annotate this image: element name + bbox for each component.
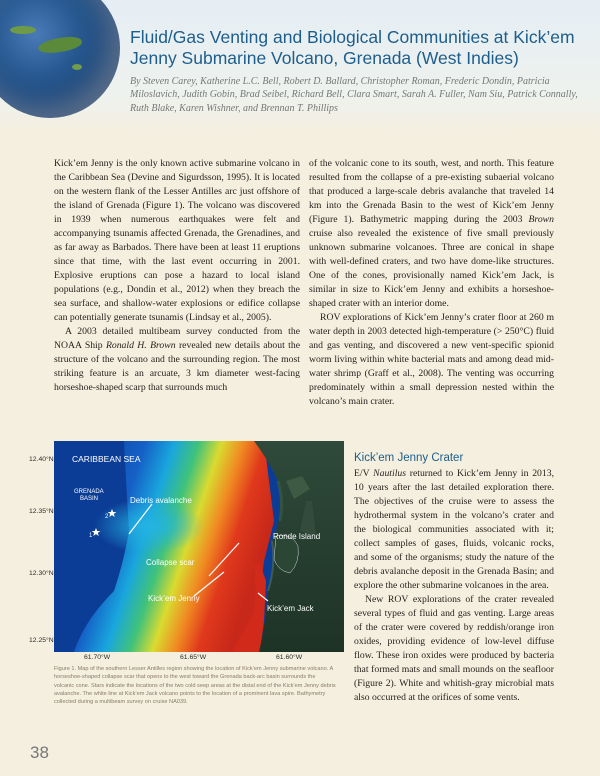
kej-label: Kick’em Jenny	[148, 594, 200, 603]
text-column-2	[309, 157, 554, 409]
section-heading: Kick’em Jenny Crater	[354, 452, 464, 464]
basin-label-line1: GRENADA	[74, 489, 104, 495]
author-list: By Steven Carey, Katherine L.C. Bell, Robert D. Ballard, Christopher Roman, Frederic Dondin, Patricia Miloslavich, Judith Gobin, Brad Seibel, Richard Bell, Clara Smart, Sarah A. Fuller, Nam Siu, Patrick Connally, Ruth Blake, Karen Wishner, and Brennan T. Phillips	[130, 76, 578, 114]
bathymetry-map-graphic	[54, 441, 344, 652]
basin-label-line2: BASIN	[80, 496, 99, 502]
paragraph: ROV explorations of Kick’em Jenny’s crater floor at 260 m water depth in 2003 detected high-temperature (> 250°C) fluid and gas venting, and discovered a new vent-specific spionid worm living within white bacterial mats and among dead mid-water shrimp (Graff et al., 2008). The venting was occurring predominately within a small depression nested within the volcano’s main crater.	[309, 312, 554, 407]
kejack-label: Kick’em Jack	[267, 604, 314, 613]
text-column-3	[354, 451, 554, 705]
lat-tick: 12.40°N	[29, 456, 54, 463]
page-number: 38	[30, 743, 49, 762]
debris-label: Debris avalanche	[130, 496, 192, 505]
article-title: Fluid/Gas Venting and Biological Communities at Kick’em Jenny Submarine Volcano, Grenada (West Indies)	[130, 27, 575, 68]
lon-tick: 61.70°W	[84, 654, 111, 661]
ship-name: Nautilus	[373, 468, 406, 479]
svg-text:1: 1	[89, 533, 93, 539]
paragraph: E/V Nautilus returned to Kick’em Jenny in 2013, 10 years after the last detailed exploration there. The objectives of the cruise were to assess the hydrothermal system in the volcano’s crater and the biological communities associated with it; collect samples of gases, fluids, volcanic rocks, and some of the organisms; study the nature of the debris avalanche deposit in the Grenada Basin; and explore the other submarine volcanoes in the area.	[354, 468, 554, 591]
lat-tick: 12.25°N	[29, 637, 54, 644]
sea-label: CARIBBEAN SEA	[72, 454, 141, 464]
ship-name: Brown	[528, 214, 554, 225]
paragraph: of the volcanic cone to its south, west, and north. This feature resulted from the collapse of a pre-existing subaerial volcano that produced a large-scale debris avalanche that traveled 14 km into the Grenada Basin to the west of Kick’em Jenny (Figure 1). Bathymetric mapping during the 2003 Brown cruise also revealed the existence of five small previously unknown submarine volcanoes. Three are conical in shape with well-defined craters, and two have dome-like structures. One of the cones, provisionally named Kick’em Jack, is similar in size to Kick’em Jenny and exhibits a horseshoe-shaped crater with an interior dome.	[309, 158, 554, 309]
lat-tick: 12.35°N	[29, 508, 54, 515]
lon-tick: 61.60°W	[276, 654, 303, 661]
collapse-label: Collapse scar	[146, 558, 195, 567]
bathymetry-map	[54, 441, 344, 652]
ronde-label: Ronde Island	[273, 532, 321, 541]
earth-globe-icon	[0, 0, 120, 118]
ship-name: Ronald H. Brown	[105, 340, 176, 351]
figure-caption: Figure 1. Map of the southern Lesser Antilles region showing the location of Kick’em Jenny submarine volcano. A horseshoe-shaped collapse scar that opens to the west toward the Grenada back-arc basin surrounds the volcanic cone. Stars indicate the locations of the two cold seep areas at the distal end of the Kick’em Jenny debris avalanche. The white line at Kick’em Jack volcano points to the location of a prominent lava spire. Bathymetry collected during a multibeam survey on cruise NA039.	[54, 666, 336, 706]
text-column-1	[54, 157, 300, 395]
lat-tick: 12.30°N	[29, 570, 54, 577]
paragraph: Kick’em Jenny is the only known active submarine volcano in the Caribbean Sea (Devine and Sigurdsson, 1995). It is located on the western flank of the Lesser Antilles arc just offshore of the island of Grenada (Figure 1). The volcano was discovered in 1939 when numerous earthquakes were felt and accompanying tsunamis affected Grenada, the Grenadines, and as far away as Barbados. There have been at least 11 eruptions since that time, with the last event occurring in 2001. Explosive eruptions can pose a hazard to local island populations (e.g., Dondin et al., 2012) when they breach the sea surface, and shallow-water explosions or edifice collapse can potentially generate tsunamis (Lindsay et al., 2005).	[54, 158, 300, 323]
lon-tick: 61.65°W	[180, 654, 207, 661]
svg-text:2: 2	[105, 514, 109, 520]
paragraph: A 2003 detailed multibeam survey conducted from the NOAA Ship Ronald H. Brown revealed new details about the structure of the volcano and the surrounding region. The most striking feature is an arcuate, 3 km diameter west-facing horseshoe-shaped scarp that surrounds much	[54, 326, 300, 393]
paragraph: New ROV explorations of the crater revealed several types of fluid and gas venting. Large areas of the crater were covered by reddish/orange iron oxides, providing evidence of low-level diffuse flow. These iron oxides were produced by bacteria that formed mats and small mounds on the seafloor (Figure 2). White and whitish-gray microbial mats also occurred at the orifices of some vents.	[354, 594, 554, 703]
